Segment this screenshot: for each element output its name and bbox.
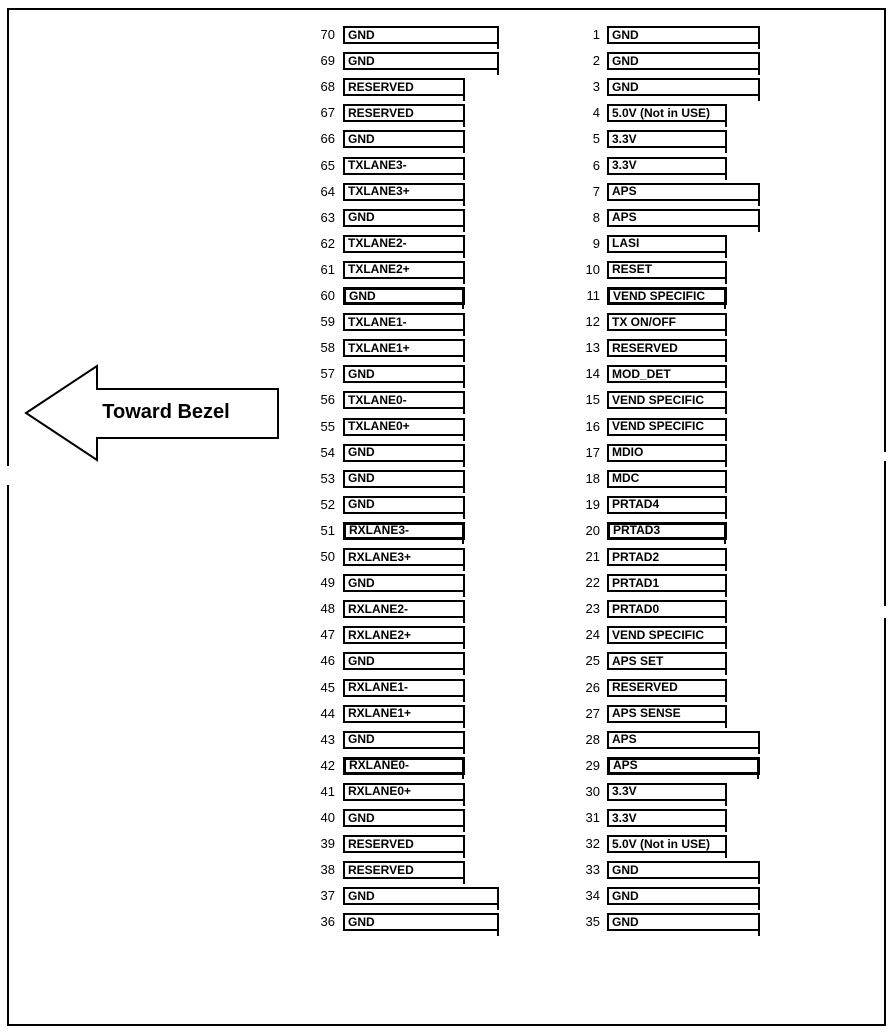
pin-number: 36 [320, 914, 335, 930]
pin-number: 54 [320, 444, 335, 460]
pin-label: RESERVED [348, 105, 414, 120]
pin-number: 18 [585, 470, 600, 486]
pin-label: VEND SPECIFIC [612, 392, 705, 407]
pin-number: 3 [592, 79, 600, 95]
pin-label: TXLANE1+ [348, 340, 410, 355]
pin-number: 24 [585, 627, 600, 643]
pin-label-box [607, 365, 727, 383]
pin-number: 52 [320, 496, 335, 512]
pin-label: GND [348, 732, 375, 747]
pin-label: GND [349, 288, 376, 303]
pin-number: 47 [320, 627, 335, 643]
pin-number: 70 [320, 27, 335, 42]
pin-label-box [607, 104, 727, 122]
pin-label: 5.0V (Not in USE) [612, 105, 711, 120]
toward-bezel-label: Toward Bezel [102, 401, 230, 423]
pin-number: 7 [592, 183, 600, 199]
pin-label: VEND SPECIFIC [612, 419, 705, 433]
pin-number: 12 [585, 314, 600, 330]
pin-number: 11 [586, 288, 600, 303]
pin-row-20 [0, 522, 892, 540]
pin-label: GND [348, 131, 375, 146]
pin-label: RXLANE3+ [348, 549, 412, 564]
pin-label: PRTAD1 [612, 575, 660, 590]
pin-number: 34 [585, 888, 600, 904]
pin-label-box [607, 574, 727, 592]
pin-label: RXLANE3- [349, 523, 410, 538]
pin-row-9 [0, 235, 892, 253]
pin-number: 19 [585, 496, 600, 512]
pin-label: PRTAD3 [613, 523, 661, 538]
pin-number: 28 [585, 731, 600, 747]
pin-label: TXLANE3- [348, 158, 407, 172]
pin-label-box [607, 600, 727, 618]
pin-label: GND [612, 862, 639, 877]
pin-label: GND [348, 471, 375, 486]
pin-number: 61 [320, 261, 335, 277]
pin-number: 49 [320, 575, 335, 591]
pin-label: APS SET [612, 653, 664, 668]
pin-number: 32 [585, 836, 600, 852]
pin-row-23 [0, 600, 892, 618]
pin-label: GND [348, 366, 375, 381]
pin-label: GND [348, 53, 375, 68]
pin-row-27 [0, 705, 892, 723]
pin-label: TXLANE2+ [348, 262, 410, 277]
pin-label: VEND SPECIFIC [612, 627, 705, 642]
pin-label-box [607, 835, 727, 853]
pin-label-box [607, 757, 760, 775]
pin-number: 5 [592, 131, 600, 147]
pin-row-24 [0, 626, 892, 644]
pin-label-box [607, 652, 727, 670]
pin-number: 67 [320, 105, 335, 121]
pin-number: 38 [320, 862, 335, 878]
pin-number: 60 [320, 288, 335, 303]
pin-label: TXLANE2- [348, 236, 407, 251]
pin-label: GND [348, 653, 375, 668]
pin-label: PRTAD2 [612, 549, 660, 564]
pin-label-box [607, 391, 727, 409]
pin-label-box [607, 679, 727, 697]
pin-number: 17 [585, 444, 600, 460]
pin-number: 53 [320, 470, 335, 486]
pin-row-11 [0, 287, 892, 305]
pin-row-34 [0, 887, 892, 905]
pin-number: 31 [585, 810, 600, 825]
pin-row-25 [0, 652, 892, 670]
pin-label-box [607, 287, 727, 305]
pin-label: RESERVED [348, 836, 414, 851]
pin-label: TXLANE0+ [348, 419, 410, 433]
pin-label: APS [613, 758, 638, 773]
pin-label-box [607, 861, 760, 879]
pin-number: 9 [592, 235, 600, 251]
pin-number: 50 [320, 549, 335, 564]
pin-number: 8 [592, 209, 600, 225]
pin-label: APS [612, 184, 637, 199]
pin-label-box [607, 913, 760, 931]
pin-label: RXLANE0- [349, 758, 410, 773]
pin-label-box [607, 496, 727, 514]
pin-label-box [607, 209, 760, 227]
pin-label: RXLANE1+ [348, 706, 412, 721]
pin-label: RXLANE0+ [348, 784, 412, 799]
pin-number: 45 [320, 679, 335, 695]
pin-label: APS SENSE [612, 706, 681, 721]
pin-number: 35 [585, 914, 600, 930]
pin-label: RESERVED [348, 862, 414, 877]
pin-number: 56 [320, 392, 335, 408]
pin-row-3 [0, 78, 892, 96]
pin-label: GND [348, 210, 375, 225]
pin-label-box [607, 470, 727, 488]
pin-label-box [607, 130, 727, 148]
pin-label-box [607, 783, 727, 801]
pin-label-box [607, 731, 760, 749]
pin-number: 40 [320, 810, 335, 825]
pin-number: 13 [585, 340, 600, 356]
pin-label: LASI [612, 236, 640, 251]
pin-number: 23 [585, 601, 600, 617]
pin-row-35 [0, 913, 892, 931]
pin-label: GND [348, 810, 375, 825]
pin-number: 22 [585, 575, 600, 591]
pin-row-2 [0, 52, 892, 70]
pin-label: PRTAD0 [612, 601, 660, 616]
pin-row-1 [0, 26, 892, 44]
pin-label: GND [612, 914, 639, 929]
pin-number: 6 [592, 157, 600, 173]
pin-number: 44 [320, 705, 335, 721]
pin-number: 27 [585, 705, 600, 721]
pin-label-box [607, 26, 760, 44]
pin-label: RESERVED [612, 340, 678, 355]
pin-number: 43 [320, 731, 335, 747]
pin-number: 63 [320, 209, 335, 225]
pin-label-box [607, 313, 727, 331]
pin-label: RESERVED [348, 79, 414, 94]
pin-number: 68 [320, 79, 335, 95]
pin-number: 37 [320, 888, 335, 904]
pin-label-box [607, 339, 727, 357]
pin-label: RXLANE1- [348, 680, 409, 694]
pin-label: 3.3V [612, 131, 637, 146]
pin-number: 14 [585, 366, 600, 382]
pin-row-29 [0, 757, 892, 775]
pin-label: GND [348, 497, 375, 512]
pin-row-26 [0, 679, 892, 697]
pin-row-19 [0, 496, 892, 514]
pin-number: 46 [320, 653, 335, 669]
pin-label-box [607, 78, 760, 96]
pin-number: 15 [585, 392, 600, 408]
pin-number: 39 [320, 836, 335, 852]
pin-label-box [607, 626, 727, 644]
pin-label: MDC [612, 471, 640, 486]
pin-label: RESERVED [612, 680, 678, 694]
pin-label: MDIO [612, 445, 644, 460]
pin-row-12 [0, 313, 892, 331]
pin-label-box [607, 705, 727, 723]
pin-label: GND [612, 888, 639, 903]
pin-label-box [607, 522, 727, 540]
pin-number: 16 [585, 418, 600, 434]
pin-label: TXLANE3+ [348, 184, 410, 199]
pin-row-28 [0, 731, 892, 749]
pin-row-4 [0, 104, 892, 122]
pin-label: GND [348, 888, 375, 903]
pin-label: TX ON/OFF [612, 314, 676, 329]
pin-label: RXLANE2+ [348, 627, 412, 642]
pin-row-10 [0, 261, 892, 279]
pin-number: 26 [585, 679, 600, 695]
pin-label-box [607, 809, 727, 827]
pin-number: 30 [585, 783, 600, 799]
pin-label: GND [612, 27, 639, 42]
pin-label: 3.3V [612, 810, 637, 825]
pin-label-box [607, 52, 760, 70]
pin-label: 5.0V (Not in USE) [612, 836, 711, 851]
pin-label-box [607, 183, 760, 201]
pin-label: TXLANE0- [348, 392, 407, 407]
pin-number: 2 [592, 53, 600, 69]
pin-number: 51 [320, 522, 335, 538]
pin-label: 3.3V [612, 784, 637, 799]
pin-row-18 [0, 470, 892, 488]
pin-label: VEND SPECIFIC [613, 288, 706, 303]
pin-label: GND [612, 53, 639, 68]
pin-number: 57 [320, 366, 335, 382]
pin-label-box [607, 235, 727, 253]
pin-label: GND [348, 445, 375, 460]
pin-label: PRTAD4 [612, 497, 660, 512]
pin-label: RXLANE2- [348, 601, 409, 616]
pin-number: 59 [320, 314, 335, 330]
pin-number: 69 [320, 53, 335, 69]
pin-number: 42 [320, 757, 335, 773]
pin-row-14 [0, 365, 892, 383]
pin-label: APS [612, 210, 637, 225]
pin-number: 48 [320, 601, 335, 617]
pin-label: GND [348, 575, 375, 590]
pin-label: RESET [612, 262, 653, 277]
pin-number: 41 [320, 783, 335, 799]
pin-number: 29 [585, 757, 600, 773]
pin-row-22 [0, 574, 892, 592]
pin-label-box [607, 418, 727, 436]
pin-row-17 [0, 444, 892, 462]
pin-row-6 [0, 157, 892, 175]
pin-label: GND [348, 27, 375, 42]
pin-number: 25 [585, 653, 600, 669]
pin-number: 62 [320, 235, 335, 251]
pin-label: MOD_DET [612, 366, 671, 381]
pin-number: 65 [320, 157, 335, 173]
pin-row-5 [0, 130, 892, 148]
pin-number: 4 [592, 105, 600, 121]
pin-row-21 [0, 548, 892, 566]
pin-row-30 [0, 783, 892, 801]
pin-row-32 [0, 835, 892, 853]
pin-label: 3.3V [612, 158, 637, 172]
pin-row-16 [0, 418, 892, 436]
pin-row-31 [0, 809, 892, 827]
pin-label: APS [612, 732, 637, 747]
pin-number: 66 [320, 131, 335, 147]
pin-number: 64 [320, 183, 335, 199]
pin-number: 58 [320, 340, 335, 356]
pin-row-8 [0, 209, 892, 227]
pin-number: 20 [585, 522, 600, 538]
pin-row-33 [0, 861, 892, 879]
pin-number: 10 [585, 261, 600, 277]
pin-label: TXLANE1- [348, 314, 407, 329]
pin-row-15 [0, 391, 892, 409]
pin-row-13 [0, 339, 892, 357]
pin-label: GND [348, 914, 375, 929]
pin-row-7 [0, 183, 892, 201]
pin-label: GND [612, 79, 639, 94]
pin-label-box [607, 548, 727, 566]
pin-number: 55 [320, 418, 335, 434]
pin-label-box [607, 261, 727, 279]
pin-label-box [607, 157, 727, 175]
pin-label-box [607, 887, 760, 905]
pin-number: 21 [585, 549, 600, 564]
pin-label-box [607, 444, 727, 462]
pin-number: 1 [592, 27, 600, 42]
pin-number: 33 [585, 862, 600, 878]
